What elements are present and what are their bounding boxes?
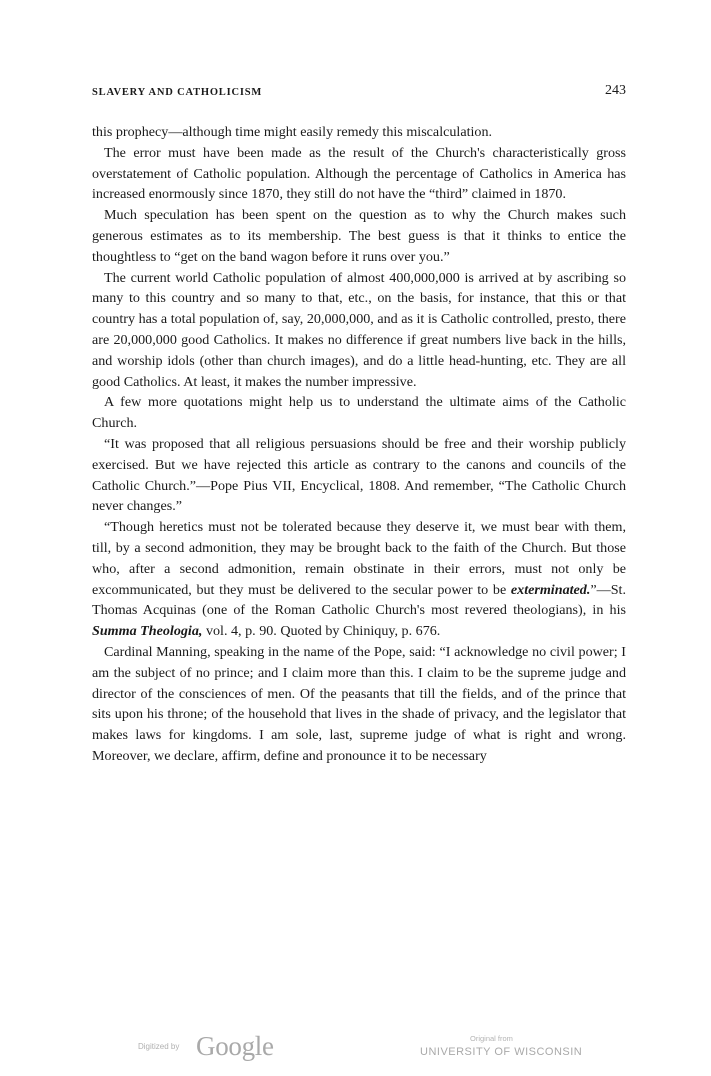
citation: vol. 4, p. 90. Quoted by Chiniquy, p. 676. (202, 623, 441, 640)
page-header (92, 83, 626, 103)
work-title: Summa Theologia, (92, 623, 203, 640)
digitization-footer (0, 1030, 711, 1070)
paragraph: Cardinal Manning, speaking in the name of the Pope, said: “I acknowledge no civil power; I am the subject of no prince; and I claim more than this. I claim to be the supreme judge and director of the consciences of men. Of the peasants that till the fields, and of the prince that sits upon his throne; of the household that lives in the shade of privacy, and the legislator that makes laws for kingdoms. I am sole, last, supreme judge of what is right and wrong. Moreover, we declare, affirm, define and pronounce it to be necessary (92, 643, 626, 764)
digitized-by-label: Digitized by (138, 1042, 180, 1051)
paragraph: The error must have been made as the result of the Church's characteristically gross overstatement of Catholic population. Although the percentage of Catholics in America has increased enormously since 1870, they still do not have the “third” claimed in 1870. (92, 144, 626, 203)
paragraph: this prophecy—although time might easily remedy this miscalculation. (92, 124, 493, 140)
paragraph: The current world Catholic population of almost 400,000,000 is arrived at by ascribing so many to this country and so many to that, etc., on the basis, for instance, that this or that country has a total population of, say, 20,000,000, and as it is Catholic controlled, presto, there are 20,000,000 good Catholics. It makes no difference if great numbers live back in the hills, and worship idols (other than church images), and do a little head-hunting, etc. They are all good Catholics. At least, it makes the number impressive. (92, 269, 626, 390)
paragraph (92, 517, 626, 642)
original-from-label: Original from (470, 1034, 513, 1043)
quote-attribution: ”—St. Thomas Acquinas (one of the Roman Catholic Church's most revered theologians), in his (92, 581, 626, 619)
paragraph: Much speculation has been spent on the question as to why the Church makes such generous estimates as to its membership. The best guess is that it thinks to entice the thoughtless to “get on the band wagon before it runs over you.” (92, 207, 626, 265)
page-number: 243 (605, 83, 626, 98)
paragraph: A few more quotations might help us to understand the ultimate aims of the Catholic Church. (92, 394, 626, 432)
body-text (92, 122, 626, 767)
running-title: SLAVERY AND CATHOLICISM (92, 87, 263, 98)
source-institution: UNIVERSITY OF WISCONSIN (420, 1046, 583, 1058)
google-logo: Google (196, 1031, 274, 1061)
emphasized-word: exterminated. (510, 581, 591, 598)
book-page (92, 0, 626, 1076)
paragraph: “It was proposed that all religious persuasions should be free and their worship publicly exercised. But we have rejected this article as contrary to the canons and councils of the Catholic Church.”—Pope Pius VII, Encyclical, 1808. And remember, “The Catholic Church never changes.” (92, 435, 626, 515)
quote-text: “Though heretics must not be tolerated because they deserve it, we must bear with them, till, by a second admonition, they may be brought back to the faith of the Church. But those who, after a second admonition, remain obstinate in their errors, must not only be excommunicated, but they must be delivered to the secular power to be (92, 519, 626, 598)
